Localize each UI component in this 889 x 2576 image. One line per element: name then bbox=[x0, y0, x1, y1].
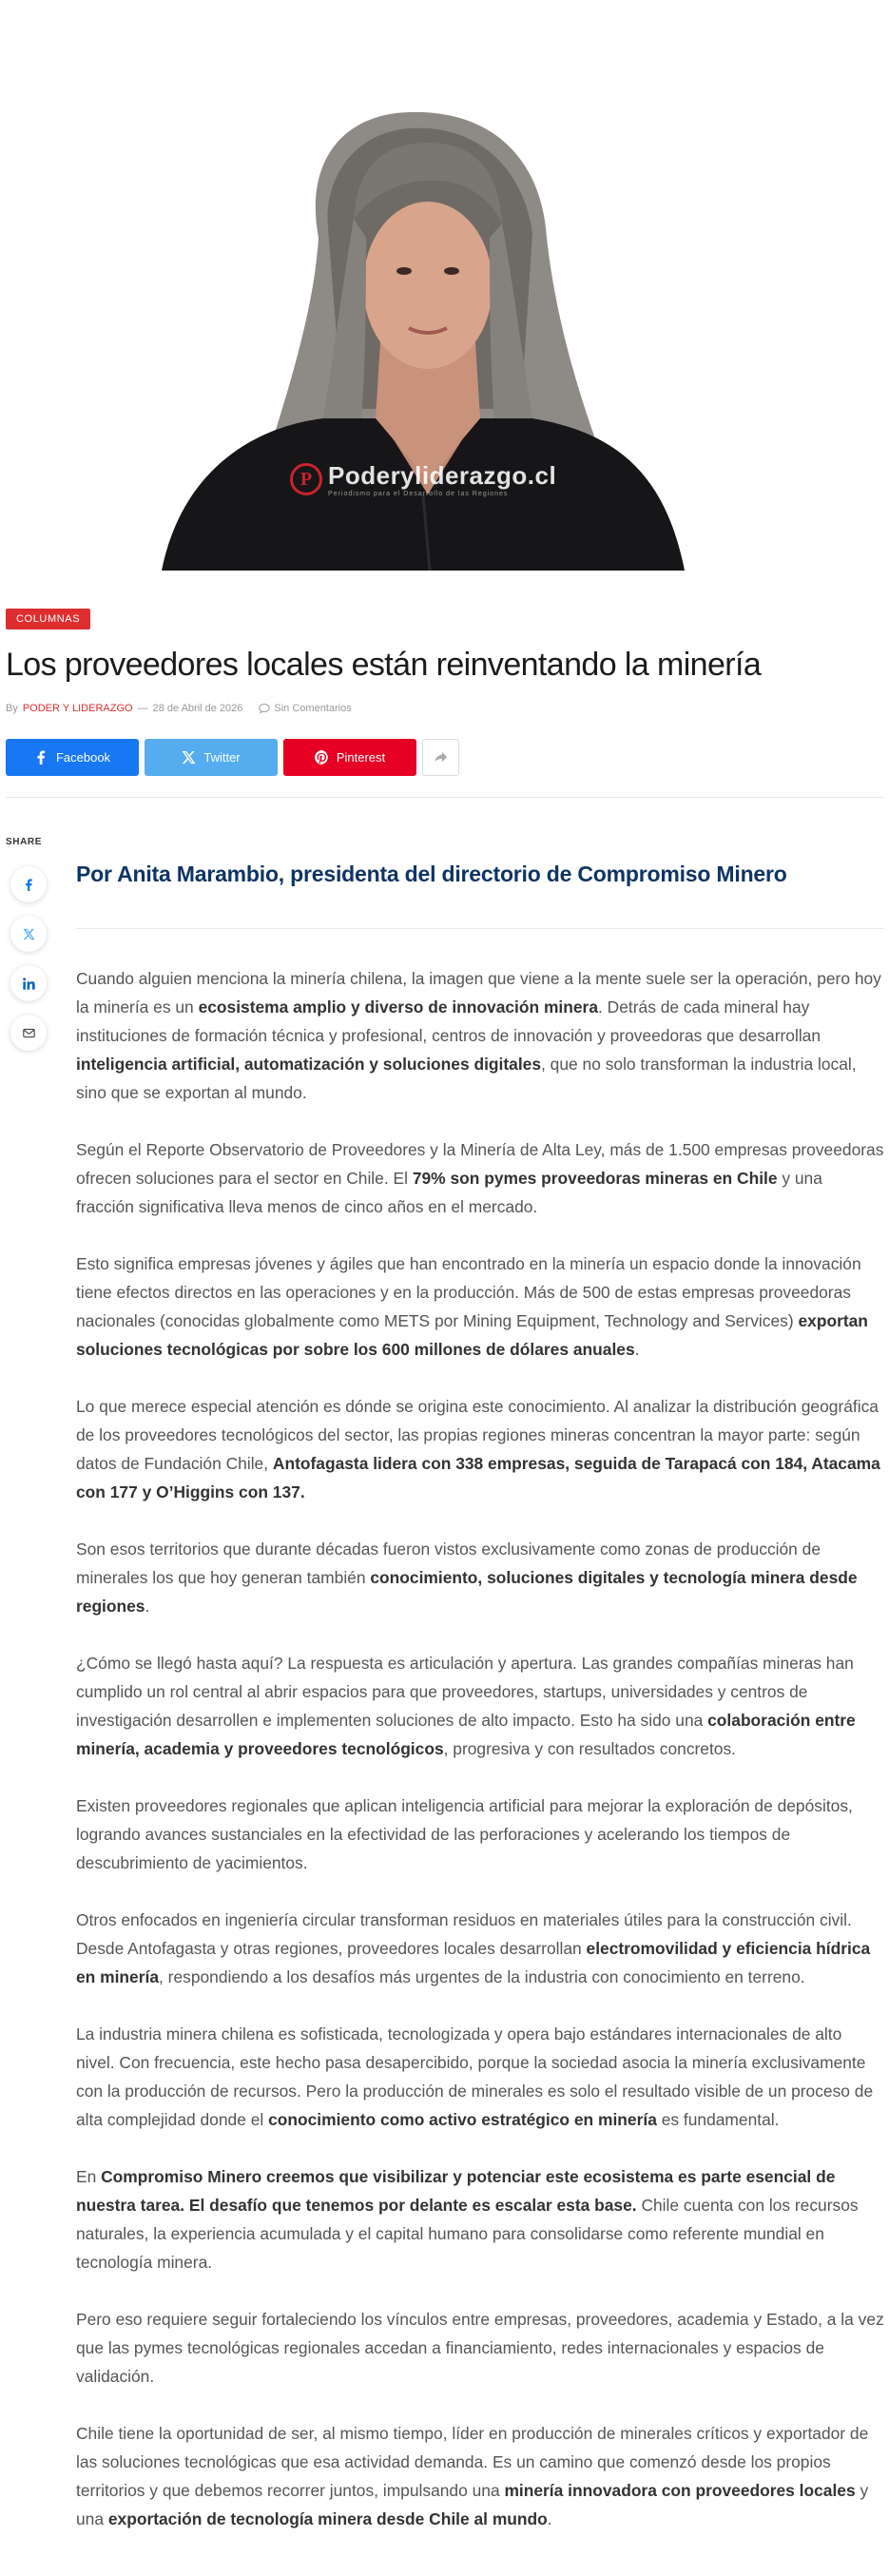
facebook-icon bbox=[34, 750, 48, 765]
share-pinterest-button[interactable] bbox=[283, 739, 416, 776]
text-segment: En bbox=[76, 2167, 102, 2186]
text-segment: La industria minera chilena es sofisticada, tecnologizada y opera bajo estándares internacionales de alto nivel. Con frecuencia, este hecho pasa desapercibido, porque la sociedad asocia la minería exclusivamente con la producción de recursos. Pero la producción de minerales es solo el resultado visible de un proceso de alta complejidad donde el bbox=[76, 2024, 874, 2129]
bold-text: colaboración entre minería, academia y proveedores tecnológicos bbox=[76, 1711, 856, 1758]
post-meta bbox=[6, 703, 352, 714]
watermark-text: Poderyliderazgo.cl bbox=[328, 461, 557, 490]
text-segment: Existen proveedores regionales que aplican inteligencia artificial para mejorar la exploración de depósitos, logrando avances sustanciales en la efectividad de las perforaciones y acelerando los tiempos de descubrimiento de yacimientos. bbox=[76, 1796, 853, 1872]
bold-text: ecosistema amplio y diverso de innovación minera bbox=[198, 997, 598, 1017]
article-paragraph bbox=[76, 1792, 884, 1877]
text-segment: . bbox=[634, 1340, 640, 1359]
post-date: 28 de Abril de 2026 bbox=[152, 703, 243, 714]
watermark-mark-icon: P bbox=[290, 463, 322, 495]
comments-link[interactable] bbox=[259, 703, 351, 714]
text-segment: . bbox=[547, 2509, 552, 2528]
side-share-twitter[interactable] bbox=[10, 916, 47, 952]
article-paragraph bbox=[76, 1649, 884, 1763]
text-segment: ¿Cómo se llegó hasta aquí? La respuesta es articulación y apertura. Las grandes compañías mineras han cumplido un rol central al abrir espacios para que proveedores, startups, universidades y centros de investigación desarrollen e implementen soluciones de alto impacto. Esto ha sido una bbox=[76, 1654, 854, 1730]
article-byline-heading: Por Anita Marambio, presidenta del directorio de Compromiso Minero bbox=[76, 862, 787, 886]
share-arrow-icon bbox=[434, 750, 448, 765]
article-paragraph bbox=[76, 1535, 884, 1620]
text-segment: es fundamental. bbox=[656, 2110, 780, 2129]
side-share-email[interactable] bbox=[10, 1015, 47, 1051]
text-segment: Según el Reporte Observatorio de Proveedores y la Minería de Alta Ley, más de 1.500 empresas proveedoras ofrecen soluciones para el sector en Chile. El bbox=[76, 1140, 884, 1188]
article-paragraph bbox=[76, 2162, 884, 2276]
bold-text: minería innovadora con proveedores locales bbox=[504, 2481, 856, 2500]
bold-text: conocimiento, soluciones digitales y tecnología minera desde regiones bbox=[76, 1568, 858, 1616]
side-share-facebook[interactable] bbox=[10, 866, 47, 902]
pinterest-icon bbox=[315, 750, 329, 765]
linkedin-icon bbox=[23, 978, 35, 990]
article-paragraph bbox=[76, 964, 884, 1107]
watermark-logo bbox=[290, 456, 556, 502]
side-share-linkedin[interactable] bbox=[10, 965, 47, 1001]
article-paragraph bbox=[76, 2419, 884, 2533]
author-link[interactable]: PODER Y LIDERAZGO bbox=[22, 703, 133, 714]
category-badge[interactable]: COLUMNAS bbox=[6, 609, 90, 629]
x-twitter-icon bbox=[182, 750, 196, 765]
bold-text: exportación de tecnología minera desde Chile al mundo bbox=[107, 2509, 548, 2528]
text-segment: Otros enfocados en ingeniería circular transforman residuos en materiales útiles para la construcción civil. Desde Antofagasta y otras regiones, proveedores locales desarrollan bbox=[76, 1910, 852, 1958]
bold-text: exportan soluciones tecnológicas por sobre los 600 millones de dólares anuales bbox=[76, 1311, 868, 1359]
comment-icon bbox=[259, 703, 270, 714]
share-more-button[interactable] bbox=[422, 739, 459, 776]
text-segment: . Detrás de cada mineral hay instituciones de formación técnica y profesional, centros de innovación y proveedoras que desarrollan bbox=[76, 997, 821, 1045]
share-facebook-button[interactable] bbox=[6, 739, 139, 776]
bold-text: conocimiento como activo estratégico en minería bbox=[268, 2110, 657, 2129]
pinterest-label: Pinterest bbox=[336, 750, 386, 765]
facebook-label: Facebook bbox=[55, 750, 111, 765]
text-segment: , progresiva y con resultados concretos. bbox=[443, 1739, 737, 1758]
article-paragraph bbox=[76, 1135, 884, 1221]
share-buttons bbox=[6, 739, 459, 776]
article-paragraph bbox=[76, 2020, 884, 2134]
post-title: Los proveedores locales están reinventando la minería bbox=[6, 647, 762, 683]
bold-text: Antofagasta lidera con 338 empresas, seguida de Tarapacá con 184, Atacama con 177 y O’Higgins con 137. bbox=[76, 1454, 880, 1501]
bold-text: Compromiso Minero creemos que visibilizar y potenciar este ecosistema es parte esencial de nuestra tarea. El desafío que tenemos por delante es escalar esta base. bbox=[76, 2167, 836, 2215]
text-segment: y una fracción significativa lleva menos de cinco años en el mercado. bbox=[76, 1169, 822, 1216]
text-segment: Cuando alguien menciona la minería chilena, la imagen que viene a la mente suele ser la operación, pero hoy la minería es un bbox=[76, 969, 881, 1017]
watermark-subtext: Periodismo para el Desarrollo de las Regiones bbox=[328, 491, 509, 497]
text-segment: Lo que merece especial atención es dónde se origina este conocimiento. Al analizar la distribución geográfica de los proveedores tecnológicos del sector, las propias regiones mineras concentran la mayor parte: según datos de Fundación Chile, bbox=[76, 1397, 879, 1473]
bold-text: inteligencia artificial, automatización y soluciones digitales bbox=[76, 1055, 542, 1074]
text-segment: Esto significa empresas jóvenes y ágiles que han encontrado en la minería un espacio donde la innovación tiene efectos directos en las operaciones y en la producción. Más de 500 de estas empresas proveedoras nacionales (conocidas globalmente como METS por Mining Equipment, Technology and Services) bbox=[76, 1254, 861, 1330]
article-paragraph bbox=[76, 1392, 884, 1506]
text-segment: . bbox=[145, 1597, 150, 1616]
text-segment: y una bbox=[76, 2481, 869, 2528]
subtitle-divider bbox=[76, 928, 884, 929]
header-divider bbox=[6, 797, 884, 798]
text-segment: , respondiendo a los desafíos más urgentes de la industria con conocimiento en terreno. bbox=[159, 1967, 805, 1986]
share-sidebar bbox=[6, 837, 44, 1064]
article-paragraph bbox=[76, 2305, 884, 2391]
share-label: SHARE bbox=[6, 837, 43, 847]
meta-separator: — bbox=[137, 703, 148, 714]
article-paragraph bbox=[76, 1249, 884, 1364]
email-icon bbox=[23, 1027, 35, 1039]
article-body bbox=[76, 964, 884, 2562]
x-twitter-icon bbox=[23, 928, 35, 940]
by-label: By bbox=[6, 703, 18, 714]
twitter-label: Twitter bbox=[203, 750, 241, 765]
text-segment: , que no solo transforman la industria local, sino que se exportan al mundo. bbox=[76, 1055, 857, 1102]
bold-text: electromovilidad y eficiencia hídrica en minería bbox=[76, 1939, 871, 1986]
featured-image bbox=[0, 0, 889, 580]
text-segment: Chile tiene la oportunidad de ser, al mismo tiempo, líder en producción de minerales críticos y exportador de las soluciones tecnológicas que esa actividad demanda. Es un camino que comenzó desde los propios territorios y que debemos recorrer juntos, impulsando una bbox=[76, 2424, 869, 2500]
comments-count: Sin Comentarios bbox=[274, 703, 352, 714]
text-segment: Son esos territorios que durante décadas fueron vistos exclusivamente como zonas de producción de minerales los que hoy generan también bbox=[76, 1540, 821, 1587]
text-segment: Pero eso requiere seguir fortaleciendo los vínculos entre empresas, proveedores, academia y Estado, a la vez que las pymes tecnológicas regionales accedan a financiamiento, redes internacionales y espacios de validación. bbox=[76, 2310, 884, 2386]
facebook-icon bbox=[23, 879, 35, 891]
article-paragraph bbox=[76, 1906, 884, 1991]
share-twitter-button[interactable] bbox=[145, 739, 278, 776]
bold-text: 79% son pymes proveedoras mineras en Chile bbox=[412, 1169, 778, 1188]
text-segment: Chile cuenta con los recursos naturales, la experiencia acumulada y el capital humano para consolidarse como referente mundial en tecnología minera. bbox=[76, 2196, 859, 2272]
